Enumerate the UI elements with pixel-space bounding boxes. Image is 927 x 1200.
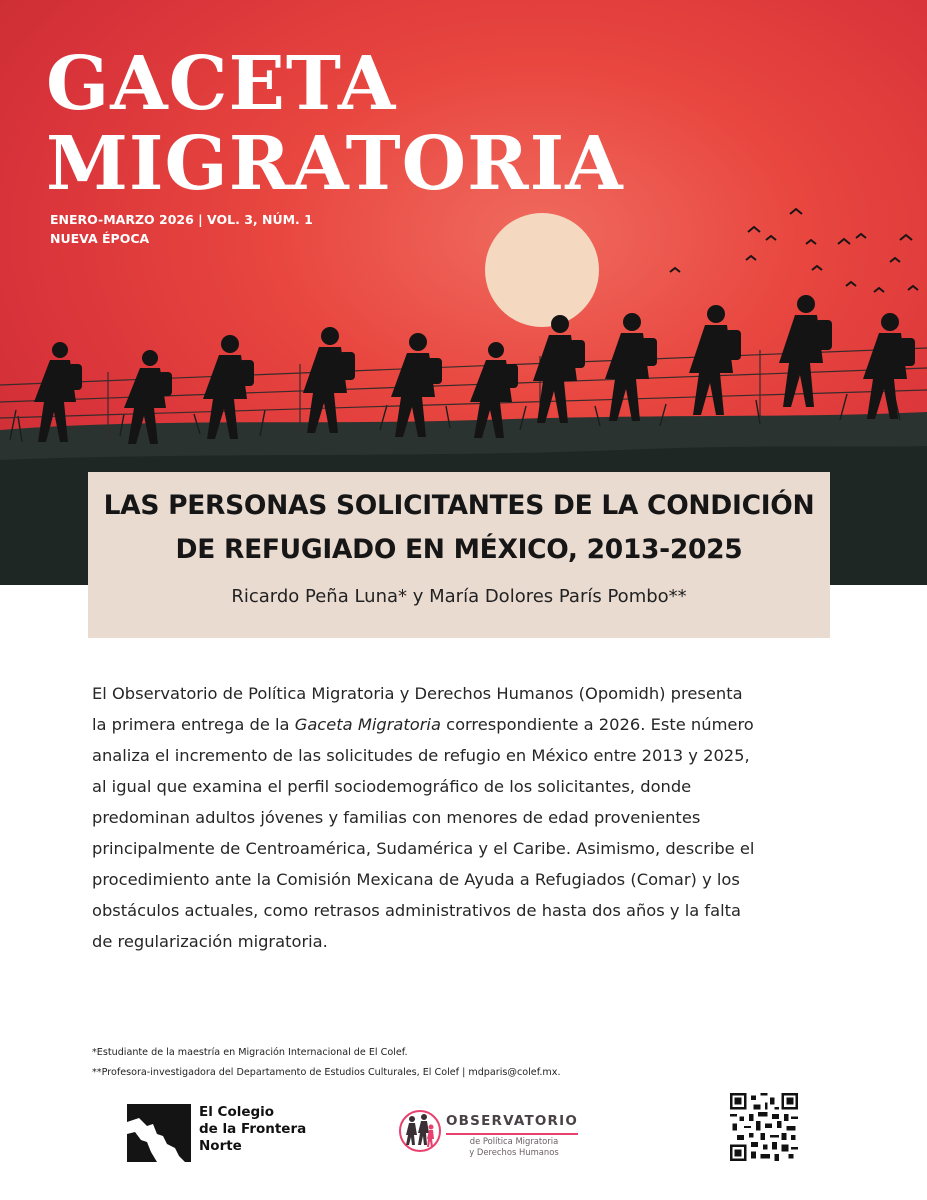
issue-info [50,210,313,248]
footnote-1: *Estudiante de la maestría en Migración Internacional de El Colef. [92,1047,408,1058]
observatorio-logo [398,1103,598,1163]
observatorio-subtitle-line: de Política Migratoria [469,1136,559,1146]
publication-name: Gaceta Migratoria [294,715,441,734]
article-title-line1: LAS PERSONAS SOLICITANTES DE LA CONDICIÓN [103,490,815,521]
colef-name-line: de la Frontera [199,1121,307,1137]
masthead [46,41,624,207]
footnotes [92,1043,561,1083]
sun [485,213,599,327]
observatorio-figures-icon [398,1103,442,1159]
colef-name [199,1104,306,1155]
abstract-line: El Observatorio de Política Migratoria y Derechos Humanos (Opomidh) presenta [92,684,743,703]
colef-map-icon [127,1104,191,1162]
observatorio-subtitle-line: y Derechos Humanos [469,1147,559,1157]
article-authors: Ricardo Peña Luna* y María Dolores París Pombo** [231,586,687,607]
abstract-text: correspondiente a 2026. Este número [440,715,754,734]
footnote-2: **Profesora-investigadora del Departamento de Estudios Culturales, El Colef | mdparis@colef.mx. [92,1067,561,1078]
abstract-line: al igual que examina el perfil sociodemográfico de los solicitantes, donde [92,777,692,796]
abstract-line: principalmente de Centroamérica, Sudamérica y el Caribe. Asimismo, describe el [92,839,755,858]
article-title-line2: DE REFUGIADO EN MÉXICO, 2013-2025 [175,534,743,565]
abstract-paragraph [92,678,832,957]
abstract-line [92,709,832,740]
abstract-text: la primera entrega de la [92,715,295,734]
abstract-line: de regularización migratoria. [92,932,328,951]
masthead-line2: MIGRATORIA [46,121,624,207]
qr-code[interactable] [730,1093,798,1161]
abstract-line: predominan adultos jóvenes y familias con menores de edad provenientes [92,808,701,827]
colef-name-line: El Colegio [199,1104,275,1120]
birds [670,209,918,292]
abstract-line: analiza el incremento de las solicitudes de refugio en México entre 2013 y 2025, [92,746,750,765]
abstract-line: obstáculos actuales, como retrasos administrativos de hasta dos años y la falta [92,901,741,920]
observatorio-subtitle [450,1136,578,1158]
issue-line: ENERO-MARZO 2026 | VOL. 3, NÚM. 1 [50,212,313,227]
colef-name-line: Norte [199,1138,242,1154]
observatorio-name: OBSERVATORIO [446,1113,579,1129]
colef-logo [127,1104,327,1164]
edition-line: NUEVA ÉPOCA [50,231,150,246]
observatorio-divider [446,1133,578,1135]
masthead-line1: GACETA [46,41,397,127]
abstract-line: procedimiento ante la Comisión Mexicana de Ayuda a Refugiados (Comar) y los [92,870,740,889]
article-title-box [88,472,830,638]
